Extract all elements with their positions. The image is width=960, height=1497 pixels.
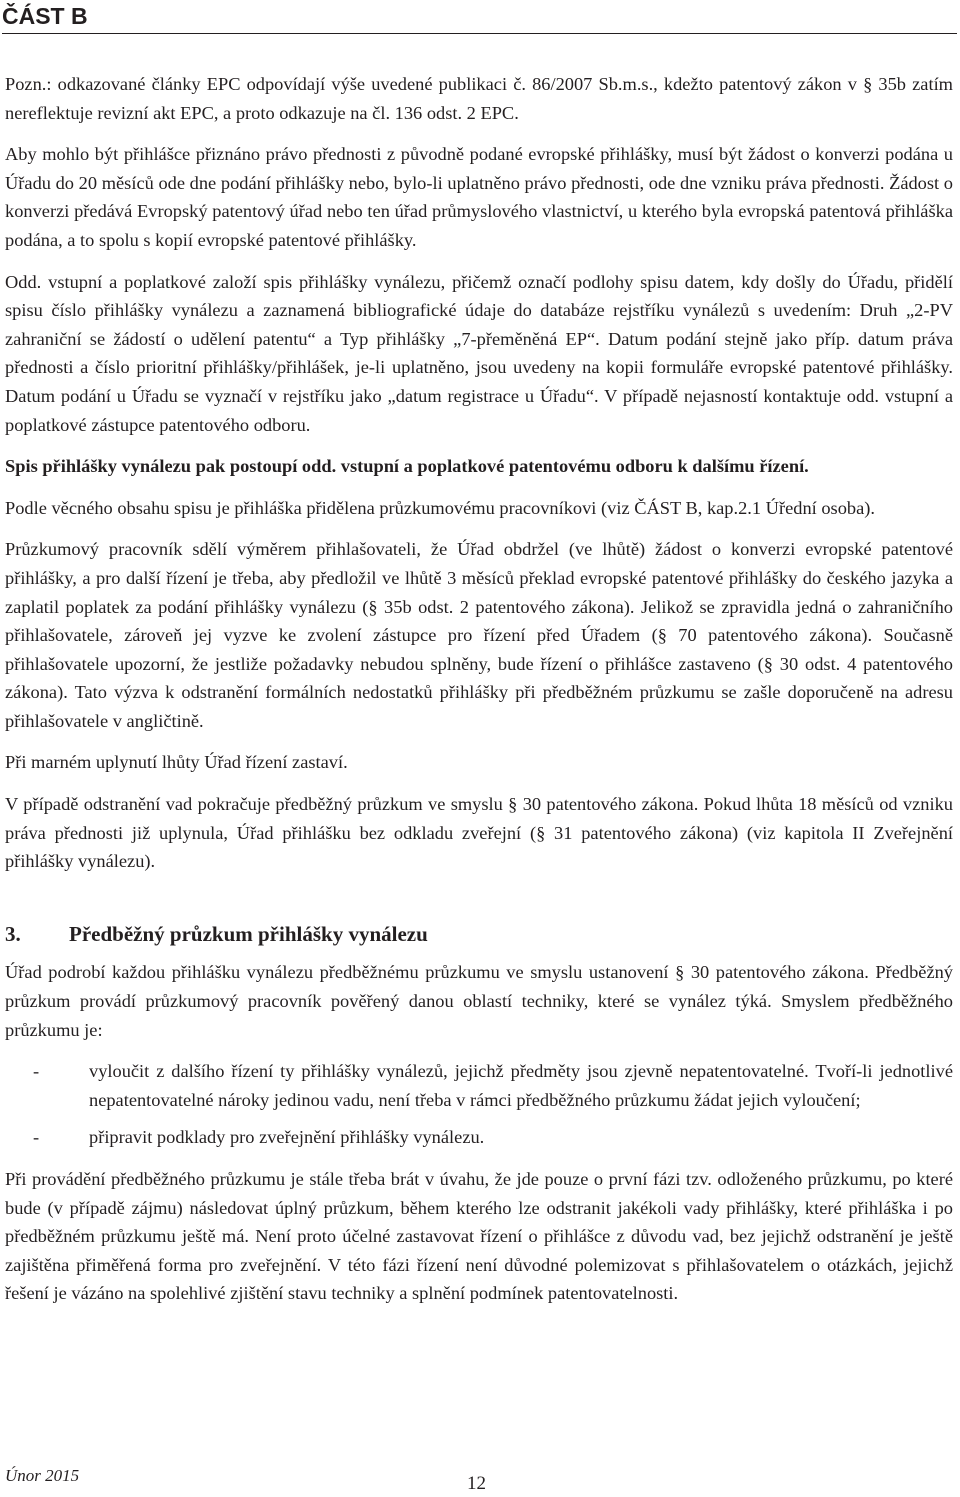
page-number: 12	[467, 1473, 486, 1494]
list-dash: -	[33, 1127, 40, 1148]
list-item-text: vyloučit z dalšího řízení ty přihlášky vynálezů, jejichž předměty jsou zjevně nepatentovatelné. Tvoří-li jednotlivé nepatentovatelné nároky jedinou vadu, není třeba v rámci předběžného průzkumu žádat jejich vyloučení;	[89, 1061, 953, 1110]
list-item-text: připravit podklady pro zveřejnění přihlášky vynálezu.	[89, 1127, 485, 1148]
section-closing-paragraph: Při provádění předběžného průzkumu je stále třeba brát v úvahu, že jde pouze o první fázi tzv. odloženého průzkumu, po které bude (v případě zájmu) následovat úplný průzkum, během kterého lze odstranit jakékoli vady přihlášky, které přihláška i po předběžném průzkumu ještě má. Není proto účelné zastavovat řízení o přihlášce z důvodu vad, bez jejichž odstranění je ještě zajištěna přiměřená forma pro zveřejnění. V této fázi řízení není důvodné polemizovat s přihlašovatelem o otázkách, jejichž řešení je vázáno na spolehlivé zjištění stavu techniky a splnění podmínek patentovatelnosti.	[5, 1169, 953, 1304]
list-dash: -	[33, 1061, 40, 1082]
document-body	[5, 70, 953, 1321]
section-number: 3.	[5, 921, 21, 946]
part-title: ČÁST B	[2, 2, 957, 34]
list-item	[5, 1057, 953, 1114]
paragraph-examiner-assignment: Podle věcného obsahu spisu je přihláška přidělena průzkumovému pracovníkovi (viz ČÁST B, kap.2.1 Úřední osoba).	[5, 497, 875, 518]
list-item	[5, 1123, 953, 1152]
paragraph-publication: V případě odstranění vad pokračuje předběžný průzkum ve smyslu § 30 patentového zákona. Pokud lhůta 18 měsíců od vzniku práva přednosti již uplynula, Úřad přihlášku bez odkladu zveřejní (§ 31 patentového zákona) (viz kapitola II Zveřejnění přihlášky vynálezu).	[5, 794, 953, 872]
footer-date: Únor 2015	[5, 1466, 80, 1485]
purpose-list	[5, 1057, 953, 1152]
section-heading	[5, 920, 953, 949]
section-intro-paragraph: Úřad podrobí každou přihlášku vynálezu předběžnému průzkumu ve smyslu ustanovení § 30 patentového zákona. Předběžný průzkum provádí průzkumový pracovník pověřený danou oblastí techniky, které se vynález týká. Smyslem předběžného průzkumu je:	[5, 962, 953, 1040]
paragraph-priority-right: Aby mohlo být přihlášce přiznáno právo přednosti z původně podané evropské přihlášky, musí být žádost o konverzi podána u Úřadu do 20 měsíců ode dne podání přihlášky nebo, bylo-li uplatněno právo přednosti, ode dne vzniku práva přednosti. Žádost o konverzi předává Evropský patentový úřad nebo ten úřad průmyslového vlastnictví, u kterého byla evropská patentová přihláška podána, a to spolu s kopií evropské patentové přihlášky.	[5, 144, 953, 250]
section-title: Předběžný průzkum přihlášky vynálezu	[69, 921, 428, 946]
paragraph-filing-department: Odd. vstupní a poplatkové založí spis přihlášky vynálezu, přičemž označí podlohy spisu datem, kdy došly do Úřadu, přidělí spisu číslo přihlášky vynálezu a zaznamená bibliografické údaje do databáze rejstříku vynálezů s uvedením: Druh „2-PV zahraniční se žádostí o udělení patentu“ a Typ přihlášky „7-přeměněná EP“. Datum podání stejně jako příp. datum práva přednosti a číslo prioritní přihlášky/přihlášek, je-li uplatněno, jsou uvedeny na kopii formuláře evropské patentové přihlášky. Datum podání u Úřadu se vyznačí v rejstříku jako „datum registrace u Úřadu“. V případě nejasností kontaktuje odd. vstupní a poplatkové zástupce patentového odboru.	[5, 271, 953, 435]
paragraph-examiner-notice: Průzkumový pracovník sdělí výměrem přihlašovateli, že Úřad obdržel (ve lhůtě) žádost o konverzi evropské patentové přihlášky, a pro další řízení je třeba, aby předložil ve lhůtě 3 měsíců překlad evropské patentové přihlášky do českého jazyka a zaplatil poplatek za podání přihlášky vynálezu (§ 35b odst. 2 patentového zákona). Jelikož se zpravidla jedná o zahraničního přihlašovatele, zároveň jej vyzve ke zvolení zástupce pro řízení před Úřadem (§ 70 patentového zákona). Současně přihlašovatele upozorní, že jestliže požadavky nebudou splněny, bude řízení o přihlášce zastaveno (§ 30 odst. 4 patentového zákona). Tato výzva k odstranění formálních nedostatků přihlášky při předběžném průzkumu se zašle doporučeně na adresu přihlašovatele v angličtině.	[5, 539, 953, 731]
paragraph-termination: Při marném uplynutí lhůty Úřad řízení zastaví.	[5, 752, 348, 773]
paragraph-bold-forwarding: Spis přihlášky vynálezu pak postoupí odd. vstupní a poplatkové patentovému odboru k dalšímu řízení.	[5, 456, 809, 477]
note-paragraph: Pozn.: odkazované články EPC odpovídají výše uvedené publikaci č. 86/2007 Sb.m.s., kdežto patentový zákon v § 35b zatím nereflektuje revizní akt EPC, a proto odkazuje na čl. 136 odst. 2 EPC.	[5, 74, 953, 123]
